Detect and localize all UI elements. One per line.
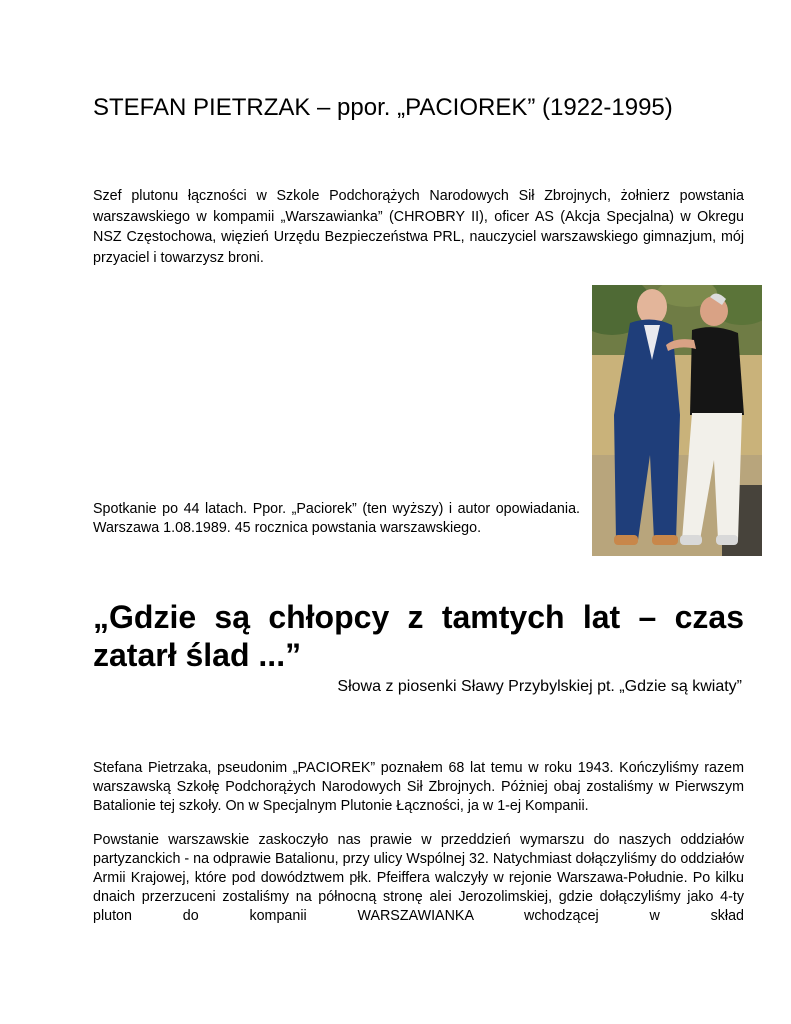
intro-paragraph: Szef plutonu łączności w Szkole Podchorążych Narodowych Sił Zbrojnych, żołnierz powstania warszawskiego w kompamii „Warszawianka” (CHROBRY II), oficer AS (Akcja Specjalna) w Okregu NSZ Częstochowa, więzień Urzędu Bezpieczeństwa PRL, nauczyciel warszawskiego gimnazjum, mój przyaciel i towarzysz broni. — [93, 188, 744, 266]
photo-two-men — [592, 285, 762, 556]
quote-heading: „Gdzie są chłopcy z tamtych lat – czas zatarł ślad ...” — [93, 599, 744, 673]
photo-caption: Spotkanie po 44 latach. Ppor. „Paciorek” (ten wyższy) i autor opowiadania. Warszawa 1.08.1989. 45 rocznica powstania warszawskiego. — [93, 501, 580, 536]
body-paragraph-1: Stefana Pietrzaka, pseudonim „PACIOREK” poznałem 68 lat temu w roku 1943. Kończyliśmy razem warszawską Szkołę Podchorążych Narodowych Sił Zbrojnych. Póżniej obaj zostaliśmy w Pierwszym Batalionie tej szkoły. On w Specjalnym Plutonie Łączności, ja w 1-ej Kompanii. — [93, 760, 744, 814]
quote-source: Słowa z piosenki Sławy Przybylskiej pt. „Gdzie są kwiaty” — [337, 678, 742, 695]
page-title: STEFAN PIETRZAK – ppor. „PACIOREK” (1922-1995) — [93, 94, 673, 121]
body-paragraph-2: Powstanie warszawskie zaskoczyło nas prawie w przeddzień wymarszu do naszych oddziałów partyzanckich - na odprawie Batalionu, przy ulicy Wspólnej 32. Natychmiast dołączyliśmy do oddziałów Armii Krajowej, które pod dowództwem płk. Pfeiffera walczyły w rejonie Warszawa-Południe. Po kilku dnaich przerzuceni zostaliśmy na północną stronę alei Jerozolimskiej, gdzie dołączyliśmy jako 4-ty pluton do kompanii WARSZAWIANKA wchodzącej w skład — [93, 832, 744, 924]
